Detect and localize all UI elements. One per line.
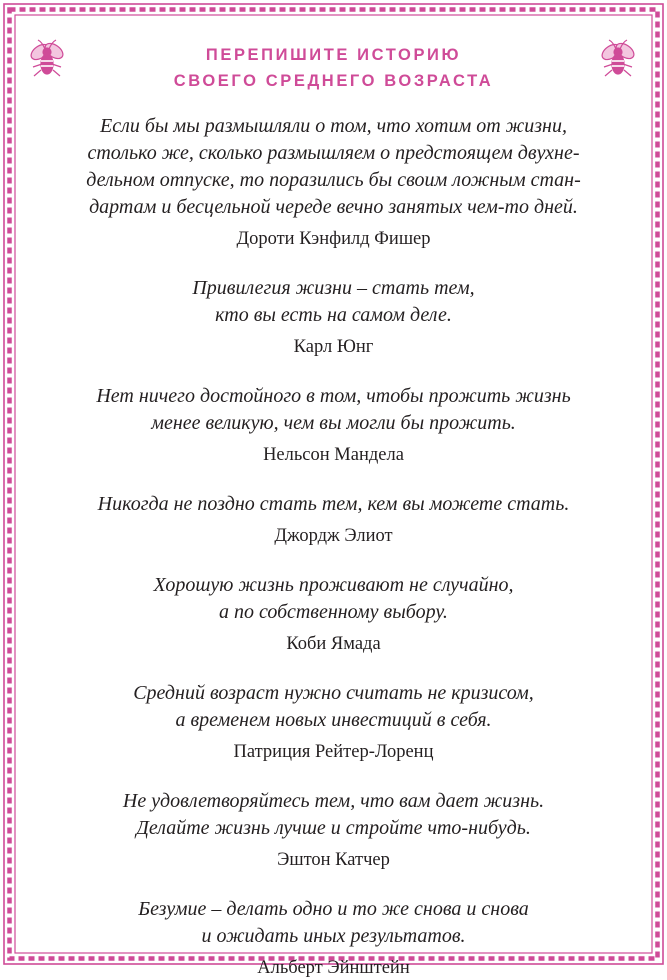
quote-line: Нет ничего достойного в том, чтобы прожить жизнь (96, 385, 571, 407)
title-line-2: СВОЕГО СРЕДНЕГО ВОЗРАСТА (173, 72, 494, 90)
quote-text (50, 788, 617, 842)
quote-text (50, 275, 617, 329)
quote-author: Дороти Кэнфилд Фишер (236, 229, 431, 249)
quotes-list (50, 113, 617, 980)
quote-text (50, 572, 617, 626)
quote-line: Не удовлетворяйтесь тем, что вам дает жизнь. (122, 790, 545, 812)
quote-item (50, 275, 617, 359)
quote-item (50, 680, 617, 764)
quote-line: Средний возраст нужно считать не кризисом, (133, 682, 534, 704)
quote-line: Делайте жизнь лучше и стройте что-нибудь. (136, 817, 531, 839)
quote-text (50, 113, 617, 221)
page-title (0, 42, 667, 94)
quote-line: дельном отпуске, то поразились бы своим ложным стан- (86, 169, 581, 191)
quote-line: а по собственному выбору. (219, 601, 448, 623)
quote-author: Коби Ямада (286, 634, 381, 654)
quote-text (50, 383, 617, 437)
quote-author: Карл Юнг (293, 337, 374, 357)
quote-line: кто вы есть на самом деле. (215, 304, 452, 326)
quote-line: а временем новых инвестиций в себя. (175, 709, 492, 731)
quote-author: Джордж Элиот (274, 526, 393, 546)
quote-item (50, 788, 617, 872)
quote-line: Никогда не поздно стать тем, кем вы можете стать. (97, 493, 570, 515)
quote-author: Нельсон Мандела (263, 445, 404, 465)
quote-item (50, 383, 617, 467)
quote-line: Привилегия жизни – стать тем, (192, 277, 475, 299)
quote-author: Альберт Эйнштейн (257, 958, 410, 978)
quote-author: Эштон Катчер (277, 850, 390, 870)
quote-author: Патриция Рейтер-Лоренц (233, 742, 434, 762)
quote-text (50, 680, 617, 734)
quote-item (50, 491, 617, 548)
quote-item (50, 572, 617, 656)
quote-line: Хорошую жизнь проживают не случайно, (153, 574, 514, 596)
quote-line: и ожидать иных результатов. (201, 925, 466, 947)
quote-text (50, 896, 617, 950)
title-line-1: ПЕРЕПИШИТЕ ИСТОРИЮ (205, 46, 462, 64)
quote-line: столько же, сколько размышляем о предстоящем двухне- (87, 142, 580, 164)
quote-line: Если бы мы размышляли о том, что хотим от жизни, (100, 115, 567, 137)
quote-line: менее великую, чем вы могли бы прожить. (151, 412, 516, 434)
quote-item (50, 113, 617, 251)
quote-item (50, 896, 617, 980)
quote-line: Безумие – делать одно и то же снова и снова (138, 898, 529, 920)
quote-text (50, 491, 617, 518)
quote-line: дартам и бесцельной череде вечно занятых чем-то дней. (89, 196, 578, 218)
